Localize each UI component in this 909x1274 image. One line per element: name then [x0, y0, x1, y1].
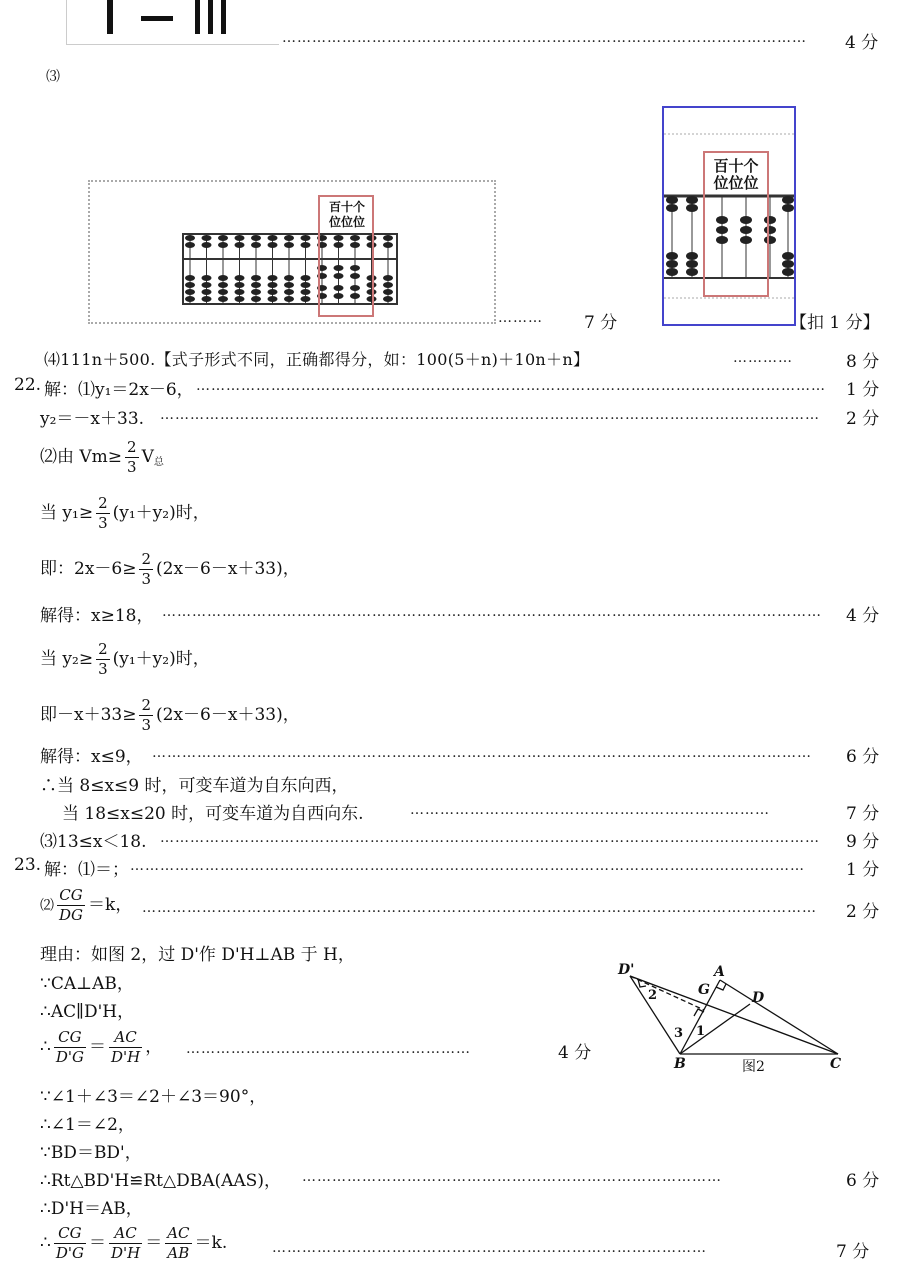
abacus-bead: [185, 289, 195, 295]
abacus-bead: [202, 235, 212, 241]
q22-line-11: 当 18≤x≤20 时，可变车道为自西向东.: [62, 804, 364, 824]
abacus-bead: [218, 275, 228, 281]
q23-l12-pre: ∴: [40, 1233, 51, 1253]
abacus-2-wei-3: 位: [743, 174, 759, 192]
abacus-bead: [334, 285, 344, 291]
abacus-bead: [251, 289, 261, 295]
abacus-bead: [350, 293, 360, 299]
abacus-2-wei-1: 位: [713, 174, 729, 192]
abacus-2-tens: 十: [728, 157, 744, 175]
fraction-cg-dpg: $\frac{CG}{D'G}$: [55, 1224, 84, 1262]
q23-line-8: ∴∠1＝∠2，: [40, 1115, 135, 1135]
abacus-bead: [716, 236, 728, 244]
score-q23-6: 4 分: [558, 1043, 592, 1063]
abacus-bead: [301, 282, 311, 288]
abacus-bead: [367, 235, 377, 241]
abacus-bead: [268, 275, 278, 281]
abacus-bead: [666, 260, 678, 268]
label-c: C: [830, 1056, 842, 1072]
abacus-bead: [251, 235, 261, 241]
label-d-prime: D': [618, 962, 635, 978]
dot-leader: ……………………………………………………………………………………………………………………: [160, 407, 820, 423]
abacus-bead: [383, 289, 393, 295]
q23-line-5: ∴AC∥D'H，: [40, 1002, 135, 1022]
q22-l8-pre: 即－x＋33≥: [40, 705, 137, 725]
abacus-bead: [764, 226, 776, 234]
abacus-bead: [218, 289, 228, 295]
abacus-2-header: [706, 158, 766, 192]
q22-line-10: ∴当 8≤x≤9 时，可变车道为自东向西，: [40, 776, 349, 796]
score-q23-2: 2 分: [846, 902, 880, 922]
abacus-bead: [185, 275, 195, 281]
abacus-1-tens: 十: [340, 200, 353, 214]
q21-item-4: ⑷111n＋500.【式子形式不同，正确都得分，如：100(5＋n)＋10n＋n】: [44, 350, 590, 369]
abacus-bead: [764, 236, 776, 244]
abacus-bead: [202, 242, 212, 248]
abacus-bead: [268, 242, 278, 248]
abacus-bead: [350, 285, 360, 291]
abacus-figure-1: [88, 180, 496, 324]
abacus-bead: [235, 235, 245, 241]
q23-l2-post: ＝k，: [88, 895, 133, 915]
dot-leader: ………: [498, 310, 543, 326]
abacus-bead: [218, 296, 228, 302]
figure-caption: 图2: [742, 1059, 765, 1075]
q22-line-3: [40, 440, 164, 475]
abacus-1-hundreds: 百: [328, 200, 341, 214]
abacus-bead: [235, 242, 245, 248]
q23-line-12: ∴ $\frac{CG}{D'G}$ ＝ $\frac{AC}{D'H}$ ＝ $\frac{AC}{AB}$ ＝k.: [40, 1224, 228, 1262]
abacus-bead: [740, 236, 752, 244]
abacus-figure-2: [662, 106, 796, 326]
dot-leader: ……………………………………………………………………………………………………………………: [160, 830, 820, 846]
abacus-2-ones: 个: [743, 157, 759, 175]
abacus-bead: [185, 242, 195, 248]
abacus-bead: [185, 282, 195, 288]
label-a: A: [714, 964, 725, 980]
abacus-bead: [301, 242, 311, 248]
q23-l6-pre: ∴: [40, 1037, 51, 1057]
abacus-bead: [666, 252, 678, 260]
abacus-bead: [284, 235, 294, 241]
q23-line-3: 理由：如图 2，过 D'作 D'H⊥AB 于 H，: [40, 945, 355, 965]
score-top: 4 分: [845, 33, 879, 53]
abacus-2-wei-2: 位: [728, 174, 744, 192]
abacus-1-ones: 个: [353, 200, 366, 214]
abacus-1-drawing: [90, 182, 494, 322]
abacus-bead: [740, 216, 752, 224]
abacus-bead: [716, 226, 728, 234]
abacus-bead: [350, 265, 360, 271]
score-q22-6: 4 分: [846, 606, 880, 626]
abacus-bead: [251, 296, 261, 302]
abacus-bead: [251, 282, 261, 288]
score-q23-12: 7 分: [836, 1242, 870, 1262]
abacus-bead: [268, 289, 278, 295]
score-q22-1: 1 分: [846, 380, 880, 400]
q23-line-6: ∴ $\frac{CG}{D'G}$ ＝ $\frac{AC}{D'H}$ ，: [40, 1028, 163, 1066]
abacus-1-wei-3: 位: [353, 215, 366, 229]
abacus-bead: [334, 273, 344, 279]
q22-l3-post: V: [141, 447, 154, 467]
abacus-bead: [284, 242, 294, 248]
q22-line-4: [40, 496, 210, 531]
label-b: B: [674, 1056, 686, 1072]
fraction-two-thirds: $\frac{2}{3}$: [127, 438, 137, 476]
dot-leader: …………………………………………………………………………: [302, 1169, 722, 1185]
q23-line-9: ∵BD＝BD'，: [40, 1143, 142, 1163]
q22-l5-pre: 即：2x－6≥: [40, 559, 137, 579]
stroke-4: [208, 0, 213, 34]
abacus-bead: [218, 235, 228, 241]
abacus-bead: [235, 275, 245, 281]
abacus-bead: [284, 282, 294, 288]
q22-l8-post: (2x－6－x＋33)，: [156, 705, 300, 725]
abacus-bead: [185, 235, 195, 241]
geometry-figure-2-drawing: [612, 960, 852, 1080]
abacus-bead: [301, 289, 311, 295]
dot-leader: ……………………………………………………………………………………………………………………: [152, 745, 812, 761]
abacus-bead: [251, 242, 261, 248]
deduct-note: 【扣 1 分】: [790, 313, 880, 333]
fraction-two-thirds: $\frac{2}{3}$: [141, 550, 152, 588]
fraction-cg-dg: $\frac{CG}{DG}$: [59, 886, 84, 924]
dot-leader: …………: [733, 350, 793, 366]
q23-line-4: ∵CA⊥AB，: [40, 974, 134, 994]
label-g: G: [698, 982, 710, 998]
q23-line-11: ∴D'H＝AB，: [40, 1199, 143, 1219]
abacus-bead: [284, 296, 294, 302]
q23-l2-pre: ⑵: [40, 898, 54, 914]
fraction-two-thirds: $\frac{2}{3}$: [98, 640, 108, 678]
stroke-5: [221, 0, 226, 34]
abacus-bead: [686, 204, 698, 212]
abacus-bead: [367, 282, 377, 288]
q22-l3-sub: 总: [153, 457, 164, 468]
abacus-bead: [202, 282, 212, 288]
abacus-bead: [782, 196, 794, 204]
fraction-two-thirds: $\frac{2}{3}$: [141, 696, 152, 734]
abacus-bead: [202, 289, 212, 295]
q23-line-1: 解：⑴＝；: [44, 860, 129, 880]
abacus-bead: [202, 296, 212, 302]
abacus-bead: [301, 275, 311, 281]
abacus-bead: [268, 235, 278, 241]
q23-l12-post: ＝k.: [194, 1233, 228, 1253]
abacus-bead: [334, 265, 344, 271]
abacus-bead: [782, 260, 794, 268]
dot-leader: ……………………………………………………………………………: [272, 1240, 707, 1256]
q22-l4-pre: 当 y₁≥: [40, 503, 94, 523]
abacus-bead: [268, 282, 278, 288]
abacus-bead: [235, 282, 245, 288]
abacus-bead: [666, 268, 678, 276]
abacus-bead: [350, 235, 360, 241]
abacus-bead: [367, 275, 377, 281]
abacus-2-hundreds: 百: [713, 157, 729, 175]
score-q22-12: 9 分: [846, 832, 880, 852]
q22-number: 22.: [14, 375, 42, 395]
fraction-ac-dph: $\frac{AC}{D'H}$: [110, 1028, 141, 1066]
q22-line-8: [40, 698, 300, 733]
abacus-bead: [367, 296, 377, 302]
q22-l3-pre: ⑵由 Vm≥: [40, 447, 123, 467]
abacus-bead: [686, 260, 698, 268]
abacus-bead: [235, 296, 245, 302]
abacus-bead: [350, 273, 360, 279]
abacus-bead: [334, 242, 344, 248]
label-d: D: [752, 990, 765, 1006]
dot-leader: ……………………………………………………………………………………………………………………: [162, 604, 822, 620]
abacus-bead: [686, 268, 698, 276]
score-q21-3: 7 分: [584, 313, 618, 333]
q21-label-3: ⑶: [46, 69, 60, 85]
score-q22-11: 7 分: [846, 804, 880, 824]
abacus-bead: [334, 235, 344, 241]
q22-l4-post: (y₁＋y₂)时，: [112, 503, 210, 523]
abacus-bead: [185, 296, 195, 302]
q22-line-9: 解得：x≤9，: [40, 747, 143, 767]
abacus-bead: [367, 289, 377, 295]
stroke-2: [141, 16, 173, 21]
abacus-bead: [782, 252, 794, 260]
q22-line-6: 解得：x≥18，: [40, 606, 154, 626]
q22-l5-post: (2x－6－x＋33)，: [156, 559, 300, 579]
top-figure-fragment: [66, 0, 279, 45]
abacus-bead: [301, 296, 311, 302]
fraction-ac-dph: $\frac{AC}{D'H}$: [110, 1224, 141, 1262]
abacus-bead: [666, 196, 678, 204]
abacus-bead: [686, 252, 698, 260]
score-q22-9: 6 分: [846, 747, 880, 767]
abacus-bead: [367, 242, 377, 248]
abacus-bead: [383, 282, 393, 288]
dot-leader: ………………………………………………………………: [410, 802, 770, 818]
dot-leader: ………………………………………………………………………………………………………………: [196, 378, 826, 394]
q22-line-1: 解：⑴y₁＝2x－6，: [44, 380, 194, 400]
abacus-bead: [782, 268, 794, 276]
abacus-bead: [301, 235, 311, 241]
abacus-bead: [218, 242, 228, 248]
abacus-bead: [383, 296, 393, 302]
dot-leader: ………………………………………………………………………………………………………………………: [130, 858, 805, 874]
abacus-bead: [218, 282, 228, 288]
dot-leader: …………………………………………………: [186, 1041, 471, 1057]
abacus-bead: [334, 293, 344, 299]
q22-line-7: [40, 642, 210, 677]
abacus-bead: [251, 275, 261, 281]
q22-line-5: [40, 552, 300, 587]
abacus-bead: [716, 216, 728, 224]
abacus-bead: [350, 242, 360, 248]
abacus-bead: [202, 275, 212, 281]
abacus-2-drawing: [664, 108, 794, 324]
q23-line-10: ∴Rt△BD'H≌Rt△DBA(AAS)，: [40, 1171, 281, 1191]
label-angle-2: 2: [648, 988, 658, 1003]
score-q21-4: 8 分: [846, 352, 880, 372]
dot-leader: ………………………………………………………………………………………………………………………: [142, 900, 817, 916]
dot-leader: ……………………………………………………………………………………………: [282, 30, 807, 46]
label-angle-3: 3: [674, 1026, 684, 1041]
score-q23-10: 6 分: [846, 1171, 880, 1191]
abacus-bead: [383, 275, 393, 281]
fraction-ac-ab: $\frac{AC}{AB}$: [167, 1224, 190, 1262]
q22-l7-post: (y₁＋y₂)时，: [112, 649, 210, 669]
abacus-1-header: [322, 200, 372, 230]
fraction-cg-dpg: $\frac{CG}{D'G}$: [55, 1028, 84, 1066]
abacus-bead: [740, 226, 752, 234]
abacus-bead: [284, 289, 294, 295]
abacus-bead: [383, 242, 393, 248]
stroke-1: [107, 0, 113, 34]
q22-line-12: ⑶13≤x＜18.: [40, 832, 147, 852]
label-angle-1: 1: [696, 1024, 706, 1039]
abacus-1-wei-1: 位: [328, 215, 341, 229]
abacus-bead: [764, 216, 776, 224]
score-q22-2: 2 分: [846, 409, 880, 429]
q22-l7-pre: 当 y₂≥: [40, 649, 94, 669]
fraction-two-thirds: $\frac{2}{3}$: [98, 494, 108, 532]
abacus-bead: [284, 275, 294, 281]
q23-number: 23.: [14, 855, 42, 875]
abacus-bead: [666, 204, 678, 212]
abacus-bead: [268, 296, 278, 302]
q23-line-7: ∵∠1＋∠3＝∠2＋∠3＝90°，: [40, 1087, 267, 1107]
score-q23-1: 1 分: [846, 860, 880, 880]
abacus-bead: [686, 196, 698, 204]
abacus-1-wei-2: 位: [340, 215, 353, 229]
q22-line-2: y₂＝－x＋33.: [40, 409, 145, 429]
abacus-bead: [235, 289, 245, 295]
stroke-3: [195, 0, 200, 34]
geometry-figure-2: [612, 960, 852, 1080]
q23-line-2: [40, 888, 132, 923]
abacus-bead: [782, 204, 794, 212]
abacus-bead: [383, 235, 393, 241]
